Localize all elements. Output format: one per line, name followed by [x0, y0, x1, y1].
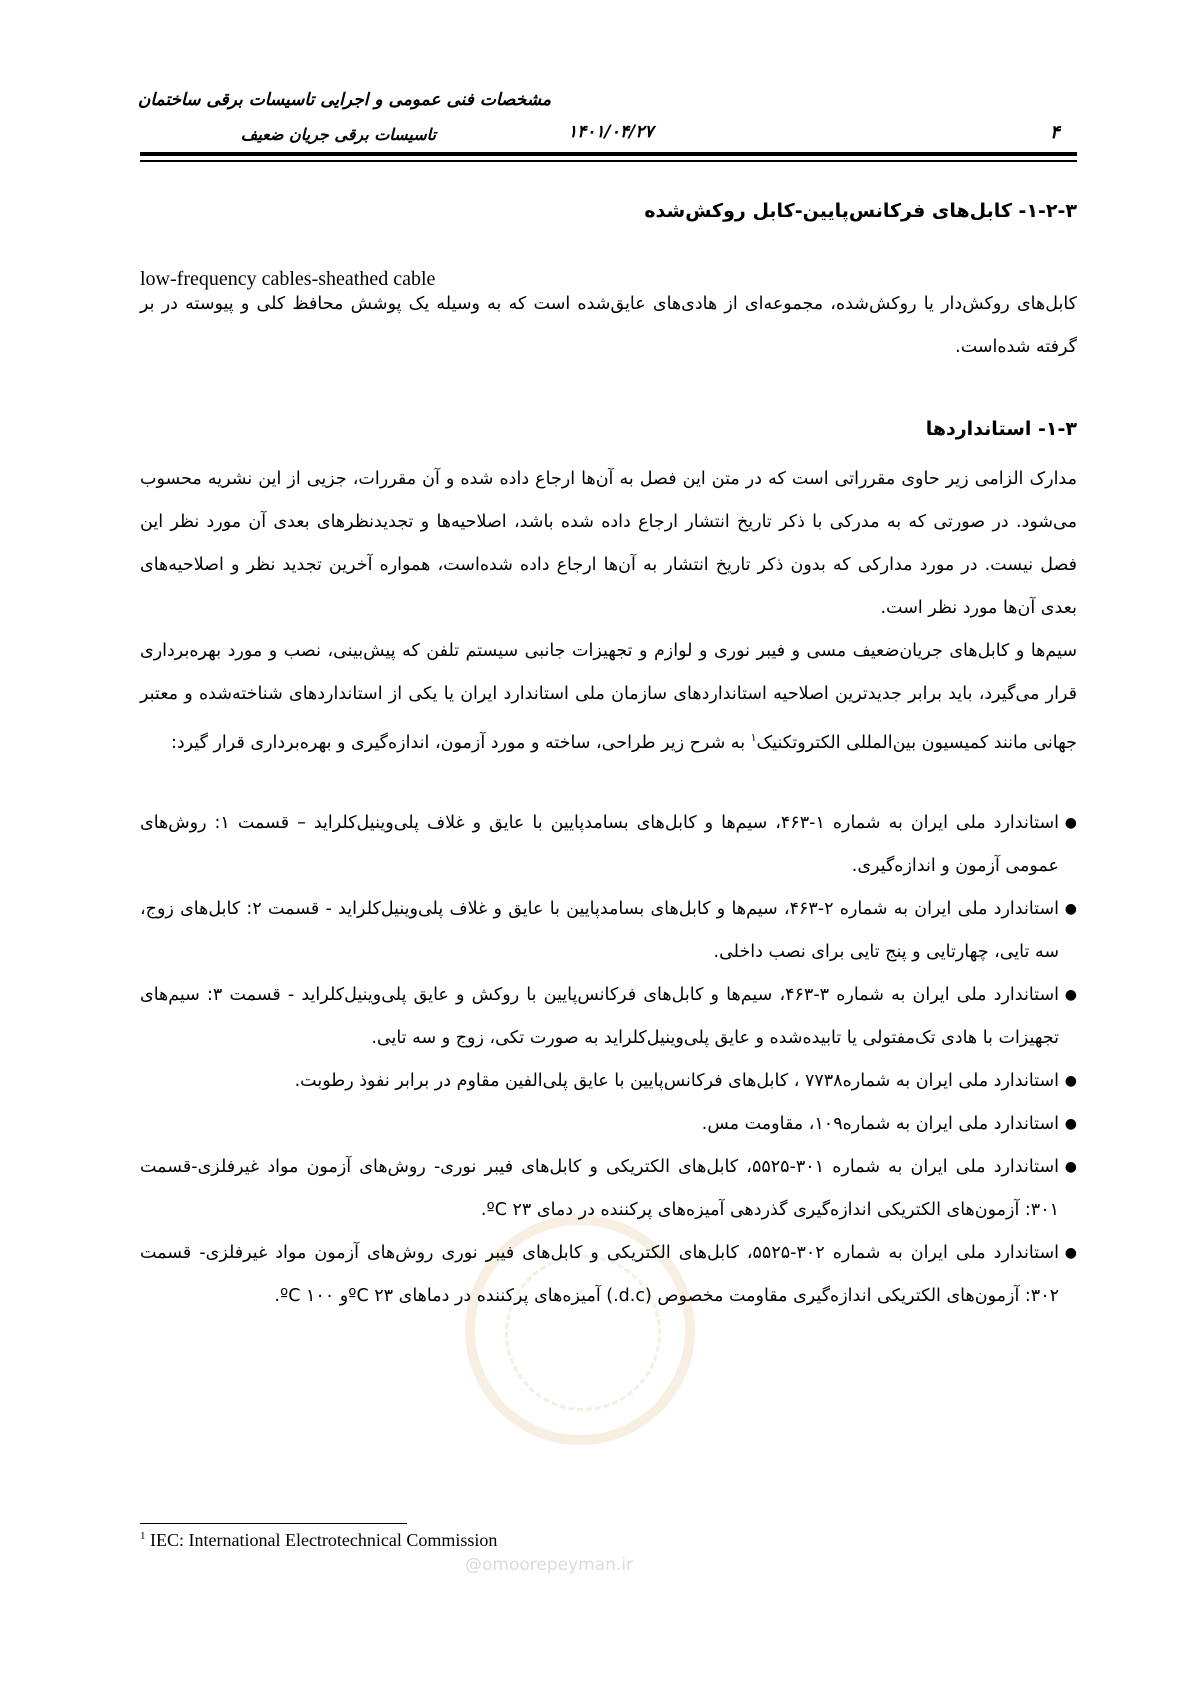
bullet-icon: ● [1064, 901, 1077, 917]
list-item-text: استاندارد ملی ایران به شماره ۳-۴۶۳، سیم‌ها و کابل‌های فرکانس‌پایین با روکش و عایق پلی‌وینیل‌کلراید - قسمت ۳: سیم‌های تجهیزات با هادی تک‌مفتولی یا تابیده‌شده و عایق پلی‌وینیل‌کلراید به صورت تکی، زوج و سه تایی. [140, 985, 1059, 1048]
list-item [140, 1232, 1077, 1318]
list-item-text: استاندارد ملی ایران به شماره۱۰۹، مقاومت مس. [701, 1114, 1059, 1134]
footnote-mark: 1 [140, 1530, 146, 1542]
standards-intro-text: مدارک الزامی زیر حاوی مقرراتی است که در متن این فصل به آن‌ها ارجاع داده شده و آن مقررات، جزیی از این نشریه محسوب می‌شود. در صورتی که به مدرکی با ذکر تاریخ انتشار ارجاع داده شده باشد، اصلاحیه‌ها و تجدیدنظرهای بعدی آن مورد نظر این فصل نیست. در مورد مدارکی که بدون ذکر تاریخ انتشار به آن‌ها ارجاع داده شده‌است، همواره آخرین تجدید نظر و اصلاحیه‌های بعدی آن‌ها مورد نظر است. [140, 469, 1077, 618]
list-item [140, 974, 1077, 1060]
footnote-divider [140, 1523, 407, 1524]
list-item-text: استاندارد ملی ایران به شماره۷۷۳۸ ، کابل‌های فرکانس‌پایین با عایق پلی‌الفین مقاوم در برابر نفوذ رطوبت. [294, 1071, 1059, 1091]
header-date: ۱۴۰۱/۰۴/۲۷ [568, 122, 654, 142]
list-item [140, 802, 1077, 888]
header-subtitle: تاسیسات برقی جریان ضعیف [240, 125, 436, 144]
definition-paragraph [140, 283, 1077, 369]
bullet-icon: ● [1064, 815, 1077, 831]
bullet-icon: ● [1064, 1116, 1077, 1132]
footnote-text: IEC: International Electrotechnical Commission [145, 1530, 498, 1550]
list-item [140, 1103, 1077, 1146]
section-heading-standards: ۱-۳- استانداردها [925, 418, 1077, 440]
bullet-icon: ● [1064, 1073, 1077, 1089]
requirement-text-part1: سیم‌ها و کابل‌های جریان‌ضعیف مسی و فیبر نوری و لوازم و تجهیزات جانبی سیستم تلفن که پیش‌بینی، نصب و مورد بهره‌برداری قرار می‌گیرد، باید برابر جدیدترین اصلاحیه استانداردهای سازمان ملی استاندارد ایران یا یکی از استانداردهای شناخته‌شده و معتبر جهانی مانند کمیسیون بین‌المللی الکتروتکنیک [140, 641, 1077, 753]
definition-text: کابل‌های روکش‌دار یا روکش‌شده، مجموعه‌ای از هادی‌های عایق‌شده است که به وسیله یک پوشش محافظ کلی و پیوسته در بر گرفته شده‌است. [140, 294, 1077, 357]
list-item [140, 1060, 1077, 1103]
footnote-reference: ۱ [750, 731, 757, 744]
bullet-icon: ● [1064, 1159, 1077, 1175]
header-divider-thin [140, 160, 1077, 162]
list-item-text: استاندارد ملی ایران به شماره ۳۰۱-۵۵۲۵، کابل‌های الکتریکی و کابل‌های فیبر نوری- روش‌های آزمون مواد غیرفلزی-قسمت ۳۰۱: آزمون‌های الکتریکی اندازه‌گیری گذردهی آمیزه‌های پرکننده در دمای ºC ۲۳. [140, 1157, 1059, 1220]
list-item [140, 1146, 1077, 1232]
watermark-url: @omoorepeyman.ir [465, 1555, 634, 1575]
standards-intro-paragraph [140, 458, 1077, 765]
list-item [140, 888, 1077, 974]
list-item-text: استاندارد ملی ایران به شماره ۱-۴۶۳، سیم‌ها و کابل‌های بسامدپایین با عایق و غلاف پلی‌وینیل‌کلراید – قسمت ۱: روش‌های عمومی آزمون و اندازه‌گیری. [140, 813, 1059, 876]
header-title: مشخصات فنی عمومی و اجرایی تاسیسات برقی ساختمان [137, 90, 551, 110]
list-item-text: استاندارد ملی ایران به شماره ۲-۴۶۳، سیم‌ها و کابل‌های بسامدپایین با عایق و غلاف پلی‌وینیل‌کلراید - قسمت ۲: کابل‌های زوج، سه تایی، چهارتایی و پنج تایی برای نصب داخلی. [140, 899, 1059, 962]
section-heading-sheathed-cable: ۱-۲-۳- کابل‌های فرکانس‌پایین-کابل روکش‌شده [644, 200, 1077, 222]
footnote [140, 1530, 497, 1551]
standards-requirement-text [140, 630, 1077, 765]
bullet-icon: ● [1064, 1245, 1077, 1261]
header-divider-thick [140, 152, 1077, 156]
english-term: low-frequency cables-sheathed cable [140, 268, 436, 290]
bullet-icon: ● [1064, 987, 1077, 1003]
page-number: ۴ [1050, 122, 1060, 143]
requirement-text-part2: به شرح زیر طراحی، ساخته و مورد آزمون، اندازه‌گیری و بهره‌برداری قرار گیرد: [170, 732, 751, 753]
standards-list [140, 802, 1077, 1318]
list-item-text: استاندارد ملی ایران به شماره ۳۰۲-۵۵۲۵، کابل‌های الکتریکی و کابل‌های فیبر نوری روش‌های آزمون مواد غیرفلزی- قسمت ۳۰۲: آزمون‌های الکتریکی اندازه‌گیری مقاومت مخصوص (d.c.) آمیزه‌های پرکننده در دماهای ºC ۲۳و ºC ۱۰۰. [140, 1243, 1059, 1306]
